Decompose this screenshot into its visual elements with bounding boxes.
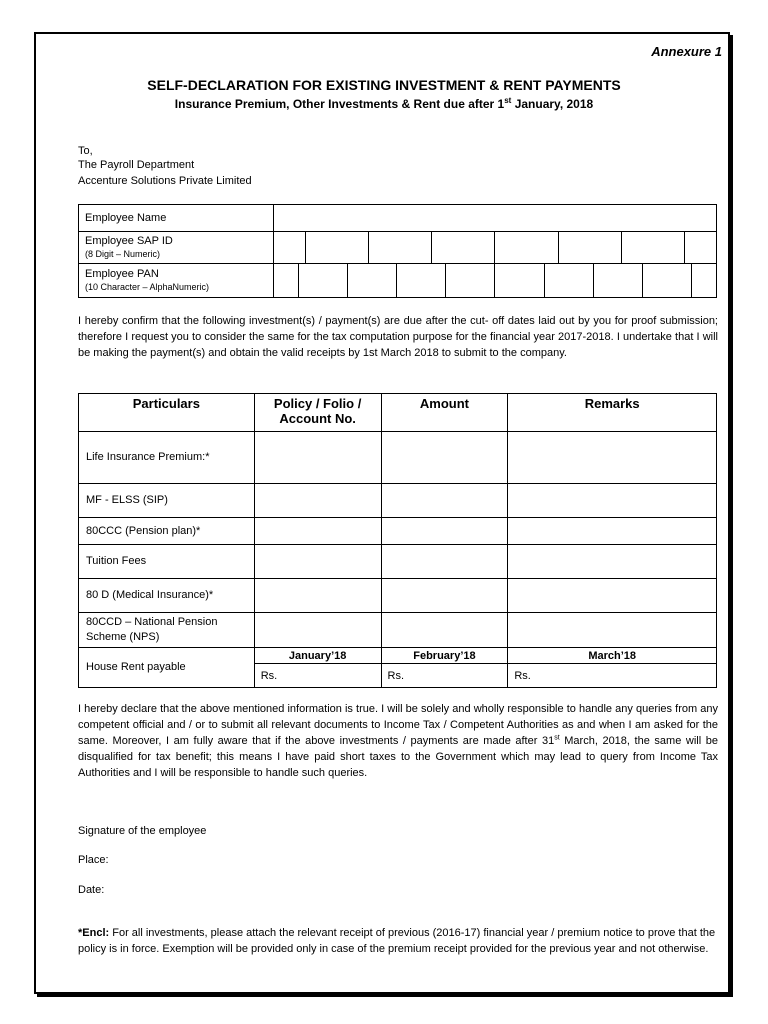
header-remarks: Remarks: [508, 394, 717, 432]
header-policy: Policy / Folio / Account No.: [254, 394, 381, 432]
pan-char-box[interactable]: [348, 264, 397, 297]
employee-details-table: [78, 204, 717, 298]
employee-pan-label: [79, 264, 274, 298]
pan-char-box[interactable]: [299, 264, 348, 297]
employee-sap-hint: (8 Digit – Numeric): [85, 248, 161, 259]
employee-pan-hint: (10 Character – AlphaNumeric): [85, 281, 210, 292]
remarks-field[interactable]: [508, 484, 717, 518]
signature-label: Signature of the employee: [78, 825, 207, 837]
sap-digit-box[interactable]: [684, 232, 716, 263]
date-label: Date:: [78, 884, 105, 896]
row-label: 80 D (Medical Insurance)*: [79, 579, 255, 613]
employee-name-label: [79, 205, 274, 232]
policy-field[interactable]: [254, 518, 381, 545]
sap-digit-box[interactable]: [432, 232, 495, 263]
employee-pan-label-text: Employee PAN: [85, 267, 159, 280]
subtitle-suffix: January, 2018: [511, 97, 594, 111]
amount-field[interactable]: [381, 484, 508, 518]
policy-field[interactable]: [254, 484, 381, 518]
policy-field[interactable]: [254, 432, 381, 484]
rent-march-field[interactable]: Rs.: [508, 664, 717, 688]
sap-digit-box[interactable]: [495, 232, 558, 263]
subtitle-sup: st: [504, 96, 512, 105]
remarks-field[interactable]: [508, 579, 717, 613]
amount-field[interactable]: [381, 518, 508, 545]
row-label: Tuition Fees: [79, 545, 255, 579]
declaration-paragraph: [78, 701, 718, 781]
address-to: To,: [78, 145, 93, 157]
confirm-paragraph: I hereby confirm that the following investment(s) / payment(s) are due after the cut- off dates laid out by you for proof submission; therefore I request you to consider the same for the tax computation purpose for the financial year 2017-2018. I undertake that I will be making the payment(s) and obtain the valid receipts by 1st March 2018 to submit to the company.: [78, 315, 718, 359]
sap-digit-box[interactable]: [621, 232, 684, 263]
place-label: Place:: [78, 854, 109, 866]
row-label: 80CCD – National Pension Scheme (NPS): [79, 613, 255, 648]
address-dept: The Payroll Department: [78, 159, 195, 171]
employee-name-label-text: Employee Name: [85, 211, 167, 224]
house-rent-label: House Rent payable: [79, 648, 255, 688]
pan-char-box[interactable]: [495, 264, 544, 297]
enclosure-text: For all investments, please attach the relevant receipt of previous (2016-17) financial year / premium notice to prove that the policy is in force. Exemption will be provided only in case of the premium receipt provided for the previous year and not otherwise.: [78, 927, 716, 955]
subtitle-prefix: Insurance Premium, Other Investments & Rent due after 1: [174, 97, 505, 111]
month-february: February’18: [381, 648, 508, 664]
remarks-field[interactable]: [508, 432, 717, 484]
policy-field[interactable]: [254, 579, 381, 613]
row-label: 80CCC (Pension plan)*: [79, 518, 255, 545]
amount-field[interactable]: [381, 613, 508, 648]
form-subtitle: [0, 96, 768, 111]
header-amount: Amount: [381, 394, 508, 432]
declaration-sup: st: [554, 734, 560, 742]
amount-field[interactable]: [381, 579, 508, 613]
remarks-field[interactable]: [508, 613, 717, 648]
month-march: March’18: [508, 648, 717, 664]
sap-digit-box[interactable]: [306, 232, 369, 263]
rent-january-field[interactable]: Rs.: [254, 664, 381, 688]
pan-char-box[interactable]: [397, 264, 446, 297]
pan-char-box[interactable]: [446, 264, 495, 297]
sap-digit-box[interactable]: [274, 232, 306, 263]
enclosure-note: [78, 925, 718, 957]
pan-char-box[interactable]: [544, 264, 593, 297]
sap-digit-box[interactable]: [369, 232, 432, 263]
header-particulars: Particulars: [79, 394, 255, 432]
pan-char-box[interactable]: [593, 264, 642, 297]
remarks-field[interactable]: [508, 545, 717, 579]
annexure-label: Annexure 1: [651, 44, 722, 59]
pan-char-box[interactable]: [642, 264, 691, 297]
form-title: SELF-DECLARATION FOR EXISTING INVESTMENT & RENT PAYMENTS: [147, 77, 621, 93]
policy-field[interactable]: [254, 613, 381, 648]
investments-table: [78, 393, 717, 688]
declaration-part1: I hereby declare that the above mentioned information is true. I will be solely and wholly responsible to handle any queries from any competent official and / or to submit all relevant documents to Income Tax / Competent Authorities as and when I am asked for the same. Moreover, I am fully aware that if the above investments / payments are made after 31: [78, 703, 718, 747]
employee-sap-label: [79, 232, 274, 264]
amount-field[interactable]: [381, 545, 508, 579]
row-label: Life Insurance Premium:*: [79, 432, 255, 484]
employee-pan-boxes: [274, 264, 717, 298]
pan-char-box[interactable]: [691, 264, 716, 297]
employee-sap-boxes: [274, 232, 717, 264]
amount-field[interactable]: [381, 432, 508, 484]
employee-name-field[interactable]: [274, 205, 717, 232]
enclosure-label: *Encl:: [78, 927, 110, 939]
address-company: Accenture Solutions Private Limited: [78, 175, 252, 187]
sap-digit-box[interactable]: [558, 232, 621, 263]
month-january: January’18: [254, 648, 381, 664]
pan-char-box[interactable]: [274, 264, 299, 297]
declaration-part2: March, 2018, the same will be disqualified for tax benefit; this means I have paid short taxes to the Government which may lead to query from Income Tax Authorities and I will be responsible to handle such queries.: [78, 735, 718, 779]
policy-field[interactable]: [254, 545, 381, 579]
rent-february-field[interactable]: Rs.: [381, 664, 508, 688]
row-label: MF - ELSS (SIP): [79, 484, 255, 518]
remarks-field[interactable]: [508, 518, 717, 545]
employee-sap-label-text: Employee SAP ID: [85, 234, 173, 247]
